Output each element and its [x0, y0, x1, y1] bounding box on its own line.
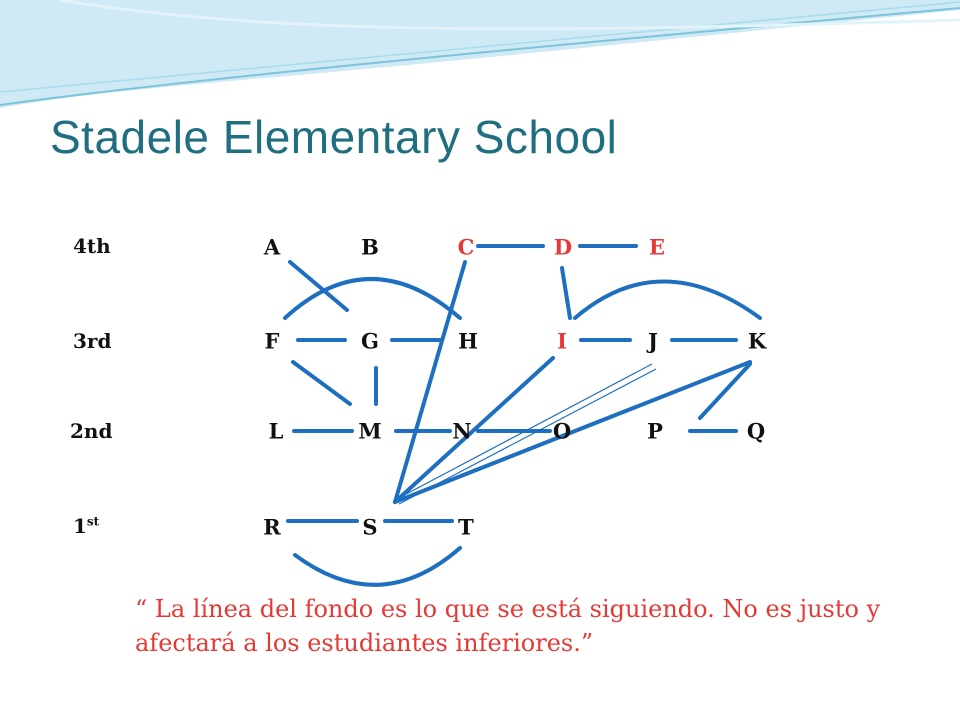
- grade-label-1st-number: 1: [73, 514, 87, 538]
- node-p: P: [647, 418, 663, 444]
- connections: [285, 246, 760, 585]
- node-t: T: [458, 514, 474, 540]
- arc-i-k: [575, 282, 760, 319]
- arc-r-t: [295, 548, 460, 585]
- page-title: Stadele Elementary School: [50, 111, 618, 163]
- node-r: R: [263, 514, 281, 540]
- edge-f-m: [293, 362, 350, 404]
- node-k: K: [747, 328, 767, 354]
- grade-label-1st: [73, 514, 99, 538]
- grade-label-3rd: 3rd: [73, 329, 112, 353]
- node-i: I: [557, 328, 567, 354]
- edge-j-s-b: [399, 369, 656, 504]
- node-d: D: [553, 234, 573, 260]
- grade-label-4th: 4th: [73, 234, 111, 258]
- node-b: B: [361, 234, 379, 260]
- node-h: H: [458, 328, 478, 354]
- node-q: Q: [746, 418, 766, 444]
- node-n: N: [452, 418, 472, 444]
- arc-f-h: [285, 279, 460, 318]
- header-swoosh: [0, 0, 960, 108]
- node-f: F: [264, 328, 280, 354]
- node-c: C: [457, 234, 475, 260]
- grade-label-2nd: 2nd: [70, 419, 113, 443]
- grade-label-1st-suffix: st: [86, 514, 100, 529]
- node-j: J: [648, 328, 658, 354]
- quote-text: “ La línea del fondo es lo que se está siguiendo. No es justo y afectará a los estudiantes inferiores.”: [135, 595, 881, 657]
- node-o: O: [552, 418, 572, 444]
- node-a: A: [263, 234, 281, 260]
- node-m: M: [358, 418, 382, 444]
- node-g: G: [361, 328, 379, 354]
- node-l: L: [268, 418, 284, 444]
- edge-d-i: [562, 268, 570, 318]
- node-e: E: [648, 234, 666, 260]
- node-s: S: [362, 514, 378, 540]
